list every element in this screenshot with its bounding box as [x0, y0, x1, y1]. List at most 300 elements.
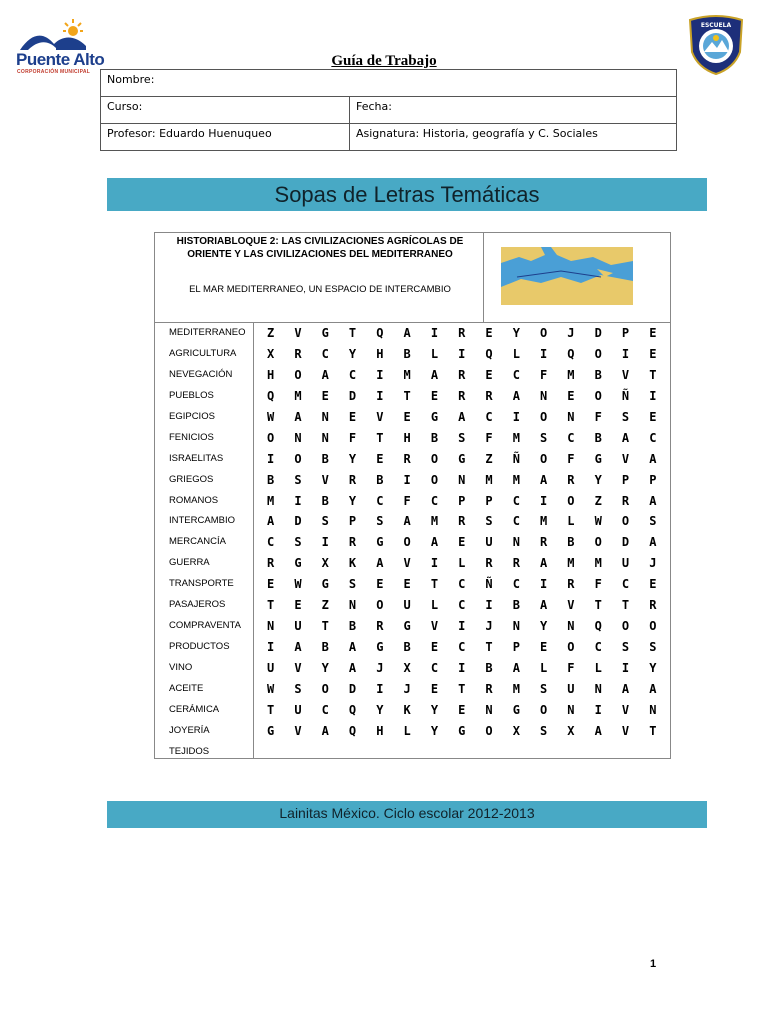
teacher-field: Profesor: Eduardo Huenuqueo [101, 124, 350, 151]
grid-cell: N [294, 430, 302, 445]
grid-cell: R [348, 472, 357, 487]
grid-cell: E [403, 409, 411, 424]
grid-cell: N [649, 702, 657, 717]
grid-cell: N [267, 619, 275, 634]
grid-cell: R [649, 598, 657, 613]
grid-cell: C [321, 346, 329, 361]
word-list-item: GRIEGOS [169, 473, 214, 485]
grid-cell: Q [485, 346, 493, 361]
grid-cell: V [430, 619, 439, 634]
grid-cell: B [430, 430, 439, 445]
grid-cell: O [621, 619, 630, 634]
grid-cell: I [621, 346, 630, 361]
grid-cell: M [512, 681, 520, 696]
grid-cell: O [540, 326, 548, 340]
grid-cell: Q [567, 346, 575, 361]
grid-cell: Y [430, 702, 439, 717]
grid-cell: A [430, 535, 439, 550]
grid-cell: I [621, 661, 630, 675]
grid-cell: C [512, 367, 520, 382]
grid-cell: V [403, 556, 411, 571]
grid-cell: A [512, 661, 520, 675]
grid-row [257, 679, 667, 700]
grid-cell: S [294, 535, 302, 550]
grid-cell: T [267, 598, 275, 613]
grid-cell: M [512, 430, 520, 445]
grid-cell: G [267, 723, 275, 738]
grid-cell: B [594, 430, 602, 445]
word-list-item: AGRICULTURA [169, 347, 237, 359]
grid-cell: C [430, 661, 439, 675]
grid-cell: A [294, 409, 302, 424]
grid-cell: A [348, 640, 357, 655]
grid-cell: K [403, 702, 411, 717]
grid-cell: C [458, 640, 466, 655]
grid-cell: P [458, 493, 466, 508]
grid-cell: Y [376, 702, 384, 717]
word-list-item: CERÁMICA [169, 703, 220, 715]
date-field[interactable]: Fecha: [350, 97, 677, 124]
grid-cell: B [321, 640, 329, 655]
grid-cell: D [294, 514, 302, 529]
grid-cell: B [485, 661, 493, 675]
word-list-item: PASAJEROS [169, 599, 226, 611]
grid-cell: E [649, 346, 657, 361]
grid-cell: P [621, 472, 630, 487]
grid-cell: A [321, 723, 329, 738]
grid-cell: C [458, 598, 466, 613]
grid-cell: P [348, 514, 357, 529]
grid-cell: E [649, 577, 657, 592]
grid-cell: S [540, 430, 548, 445]
grid-cell: V [621, 702, 630, 717]
puzzle-subheading: EL MAR MEDITERRANEO, UN ESPACIO DE INTERCAMBIO [189, 284, 451, 295]
puzzle-heading: HISTORIABLOQUE 2: LAS CIVILIZACIONES AGRÍCOLAS DE ORIENTE Y LAS CIVILIZACIONES DEL MEDITERRANEO [176, 236, 464, 260]
grid-cell: X [321, 556, 329, 571]
grid-cell: B [403, 640, 411, 655]
grid-cell: V [294, 723, 302, 738]
grid-cell: I [458, 619, 466, 634]
grid-cell: O [540, 451, 548, 466]
grid-cell: U [403, 598, 411, 613]
grid-cell: R [376, 619, 384, 634]
grid-cell: Y [594, 472, 602, 487]
grid-cell: B [567, 535, 575, 550]
grid-cell: V [621, 451, 630, 466]
grid-cell: Q [348, 723, 357, 738]
name-field[interactable]: Nombre: [101, 70, 677, 97]
grid-cell: R [567, 577, 575, 592]
word-list-item: EGIPCIOS [169, 410, 215, 422]
grid-cell: S [649, 640, 657, 655]
mountain-wave-icon [18, 28, 88, 52]
grid-cell: C [567, 430, 575, 445]
word-list-item: GUERRA [169, 557, 210, 569]
grid-cell: O [567, 493, 575, 508]
grid-cell: I [458, 346, 466, 361]
grid-cell: I [540, 577, 548, 592]
grid-cell: N [567, 619, 575, 634]
grid-cell: T [376, 430, 384, 445]
grid-cell: O [430, 472, 439, 487]
grid-cell: B [376, 472, 384, 487]
puzzle-heading-box [155, 233, 484, 322]
grid-cell: V [621, 367, 630, 382]
grid-cell: Z [321, 598, 329, 613]
grid-cell: R [567, 472, 575, 487]
letter-grid [257, 323, 667, 742]
grid-cell: U [294, 619, 302, 634]
grid-cell: D [348, 388, 357, 403]
grid-cell: R [485, 681, 493, 696]
grid-cell: I [594, 702, 602, 717]
grid-cell: A [594, 723, 602, 738]
grid-cell: S [348, 577, 357, 592]
word-list [169, 323, 253, 763]
grid-cell: C [267, 535, 275, 550]
grid-cell: M [403, 367, 411, 382]
grid-cell: P [649, 472, 657, 487]
mediterranean-map-image [501, 247, 633, 305]
grid-row [257, 449, 667, 470]
grid-cell: L [594, 661, 602, 675]
grid-cell: M [540, 514, 548, 529]
grid-cell: A [267, 514, 275, 529]
grid-row [257, 386, 667, 407]
grid-cell: T [348, 326, 357, 340]
grid-cell: E [458, 702, 466, 717]
grid-cell: O [403, 535, 411, 550]
grid-cell: M [294, 388, 302, 403]
grid-cell: E [348, 409, 357, 424]
grid-row [257, 407, 667, 428]
grid-cell: R [294, 346, 302, 361]
grid-cell: B [321, 451, 329, 466]
grid-cell: E [485, 367, 493, 382]
grid-cell: I [430, 326, 439, 340]
grid-cell: A [649, 493, 657, 508]
grid-cell: L [567, 514, 575, 529]
grid-cell: O [294, 367, 302, 382]
grid-cell: V [621, 723, 630, 738]
grid-cell: U [294, 702, 302, 717]
grid-row [257, 553, 667, 574]
grid-cell: G [430, 409, 439, 424]
logo-brand-text: Puente Alto [16, 50, 105, 69]
grid-cell: G [594, 451, 602, 466]
grid-cell: I [376, 388, 384, 403]
grid-cell: I [540, 346, 548, 361]
grid-cell: M [512, 472, 520, 487]
student-info-table [100, 69, 677, 151]
grid-cell: I [267, 640, 275, 655]
grid-cell: T [485, 640, 493, 655]
grid-cell: S [485, 514, 493, 529]
grid-cell: V [321, 472, 329, 487]
grid-cell: O [594, 388, 602, 403]
grid-cell: F [540, 367, 548, 382]
word-list-item: ISRAELITAS [169, 452, 224, 464]
grid-cell: Y [649, 661, 657, 675]
grid-cell: H [376, 346, 384, 361]
grid-cell: Y [348, 451, 357, 466]
grid-cell: A [540, 472, 548, 487]
grid-cell: U [267, 661, 275, 675]
subject-field: Asignatura: Historia, geografía y C. Sociales [350, 124, 677, 151]
grid-cell: I [403, 472, 411, 487]
grid-cell: J [649, 556, 657, 571]
word-list-item: JOYERÍA [169, 724, 210, 736]
page-number: 1 [650, 958, 657, 970]
grid-cell: C [376, 493, 384, 508]
grid-cell: Y [540, 619, 548, 634]
grid-row [257, 616, 667, 637]
crest-text: ESCUELA [700, 22, 732, 29]
grid-row [257, 511, 667, 532]
course-field[interactable]: Curso: [101, 97, 350, 124]
grid-cell: E [649, 326, 657, 340]
grid-cell: R [485, 556, 493, 571]
grid-cell: G [403, 619, 411, 634]
grid-cell: T [403, 388, 411, 403]
grid-row [257, 491, 667, 512]
grid-cell: V [294, 326, 302, 340]
grid-cell: N [512, 535, 520, 550]
grid-cell: N [458, 472, 466, 487]
grid-row [257, 365, 667, 386]
grid-cell: S [376, 514, 384, 529]
grid-cell: A [621, 430, 630, 445]
grid-cell: Q [594, 619, 602, 634]
grid-cell: A [540, 556, 548, 571]
grid-cell: N [512, 619, 520, 634]
grid-cell: S [621, 640, 630, 655]
grid-row [257, 595, 667, 616]
grid-cell: S [458, 430, 466, 445]
grid-cell: O [540, 702, 548, 717]
grid-cell: M [594, 556, 602, 571]
grid-cell: N [567, 409, 575, 424]
grid-cell: C [594, 640, 602, 655]
grid-cell: R [458, 388, 466, 403]
grid-cell: N [485, 702, 493, 717]
grid-cell: T [430, 577, 439, 592]
grid-cell: E [430, 388, 439, 403]
grid-cell: E [294, 598, 302, 613]
word-list-item: MERCANCÍA [169, 536, 227, 548]
grid-cell: I [649, 388, 657, 403]
grid-cell: C [321, 702, 329, 717]
grid-cell: M [485, 472, 493, 487]
word-list-item: COMPRAVENTA [169, 620, 241, 632]
word-list-item: INTERCAMBIO [169, 515, 235, 527]
grid-cell: B [267, 472, 275, 487]
grid-cell: B [403, 346, 411, 361]
grid-cell: J [403, 681, 411, 696]
grid-cell: E [403, 577, 411, 592]
grid-cell: A [403, 326, 411, 340]
grid-cell: R [485, 388, 493, 403]
word-search-puzzle [154, 232, 671, 759]
grid-cell: F [567, 451, 575, 466]
grid-cell: G [321, 577, 329, 592]
grid-cell: M [430, 514, 439, 529]
grid-cell: E [376, 451, 384, 466]
grid-row [257, 532, 667, 553]
grid-cell: F [348, 430, 357, 445]
grid-cell: A [376, 556, 384, 571]
word-list-item: TRANSPORTE [169, 578, 234, 590]
grid-cell: R [621, 493, 630, 508]
grid-cell: C [512, 514, 520, 529]
grid-cell: Ñ [512, 451, 520, 466]
grid-cell: E [458, 535, 466, 550]
grid-cell: Q [348, 702, 357, 717]
grid-cell: E [430, 640, 439, 655]
grid-cell: A [403, 514, 411, 529]
grid-cell: H [403, 430, 411, 445]
grid-cell: U [567, 681, 575, 696]
grid-cell: D [621, 535, 630, 550]
grid-cell: X [567, 723, 575, 738]
grid-cell: J [485, 619, 493, 634]
grid-cell: V [376, 409, 384, 424]
grid-cell: V [567, 598, 575, 613]
grid-cell: Ñ [621, 388, 630, 403]
grid-cell: S [321, 514, 329, 529]
grid-row [257, 721, 667, 742]
grid-cell: T [267, 702, 275, 717]
word-list-item: FENICIOS [169, 431, 214, 443]
grid-cell: F [403, 493, 411, 508]
grid-cell: E [567, 388, 575, 403]
word-list-item: ACEITE [169, 682, 204, 694]
grid-cell: Y [348, 346, 357, 361]
grid-cell: S [621, 409, 630, 424]
grid-cell: I [376, 367, 384, 382]
grid-cell: C [649, 430, 657, 445]
grid-cell: V [294, 661, 302, 675]
grid-cell: N [321, 409, 329, 424]
grid-cell: Y [321, 661, 329, 675]
grid-cell: R [458, 514, 466, 529]
grid-cell: X [512, 723, 520, 738]
grid-cell: U [485, 535, 493, 550]
grid-cell: O [621, 514, 630, 529]
grid-cell: G [321, 326, 329, 340]
grid-cell: L [430, 598, 439, 613]
grid-cell: E [321, 388, 329, 403]
grid-cell: A [458, 409, 466, 424]
grid-cell: O [649, 619, 657, 634]
grid-cell: W [267, 681, 275, 696]
grid-cell: M [567, 367, 575, 382]
grid-cell: O [567, 640, 575, 655]
grid-cell: C [512, 493, 520, 508]
grid-cell: Z [267, 326, 275, 340]
grid-cell: F [594, 577, 602, 592]
grid-cell: G [458, 451, 466, 466]
grid-cell: R [458, 367, 466, 382]
grid-cell: R [458, 326, 466, 340]
grid-cell: A [294, 640, 302, 655]
word-list-item: ROMANOS [169, 494, 219, 506]
grid-cell: E [540, 640, 548, 655]
grid-cell: S [540, 681, 548, 696]
grid-row [257, 658, 667, 679]
grid-cell: P [512, 640, 520, 655]
grid-cell: A [348, 661, 357, 675]
grid-cell: O [267, 430, 275, 445]
grid-cell: J [376, 661, 384, 675]
grid-cell: G [512, 702, 520, 717]
grid-cell: D [348, 681, 357, 696]
grid-cell: K [348, 556, 357, 571]
grid-cell: Y [512, 326, 520, 340]
grid-cell: N [567, 702, 575, 717]
grid-cell: Z [485, 451, 493, 466]
grid-cell: R [348, 535, 357, 550]
grid-cell: Z [594, 493, 602, 508]
grid-cell: O [540, 409, 548, 424]
grid-cell: A [430, 367, 439, 382]
grid-cell: U [621, 556, 630, 571]
grid-cell: F [485, 430, 493, 445]
grid-cell: S [649, 514, 657, 529]
grid-cell: G [376, 640, 384, 655]
grid-cell: O [430, 451, 439, 466]
grid-cell: N [348, 598, 357, 613]
grid-cell: L [430, 346, 439, 361]
grid-cell: C [348, 367, 357, 382]
grid-cell: M [267, 493, 275, 508]
grid-cell: O [485, 723, 493, 738]
document-title: Guía de Trabajo [331, 53, 437, 69]
grid-cell: I [485, 598, 493, 613]
topic-banner: Sopas de Letras Temáticas [107, 178, 707, 211]
grid-cell: S [294, 681, 302, 696]
grid-row [257, 323, 667, 344]
grid-cell: S [294, 472, 302, 487]
puzzle-divider-vertical [253, 322, 254, 758]
grid-cell: T [321, 619, 329, 634]
grid-cell: N [594, 681, 602, 696]
grid-cell: N [321, 430, 329, 445]
grid-cell: Ñ [485, 577, 493, 592]
grid-cell: T [458, 681, 466, 696]
grid-cell: M [567, 556, 575, 571]
grid-row [257, 344, 667, 365]
grid-cell: L [403, 723, 411, 738]
grid-cell: O [594, 535, 602, 550]
grid-cell: D [594, 326, 602, 340]
grid-cell: R [267, 556, 275, 571]
grid-cell: W [594, 514, 602, 529]
logo-tagline: CORPORACIÓN MUNICIPAL [17, 69, 91, 75]
grid-cell: N [540, 388, 548, 403]
grid-cell: E [267, 577, 275, 592]
grid-cell: E [485, 326, 493, 340]
grid-cell: B [348, 619, 357, 634]
grid-cell: P [621, 326, 630, 340]
word-list-item: PRODUCTOS [169, 641, 230, 653]
grid-cell: C [430, 493, 439, 508]
grid-cell: O [594, 346, 602, 361]
grid-cell: T [621, 598, 630, 613]
grid-cell: A [649, 535, 657, 550]
grid-cell: C [512, 577, 520, 592]
grid-cell: E [649, 409, 657, 424]
